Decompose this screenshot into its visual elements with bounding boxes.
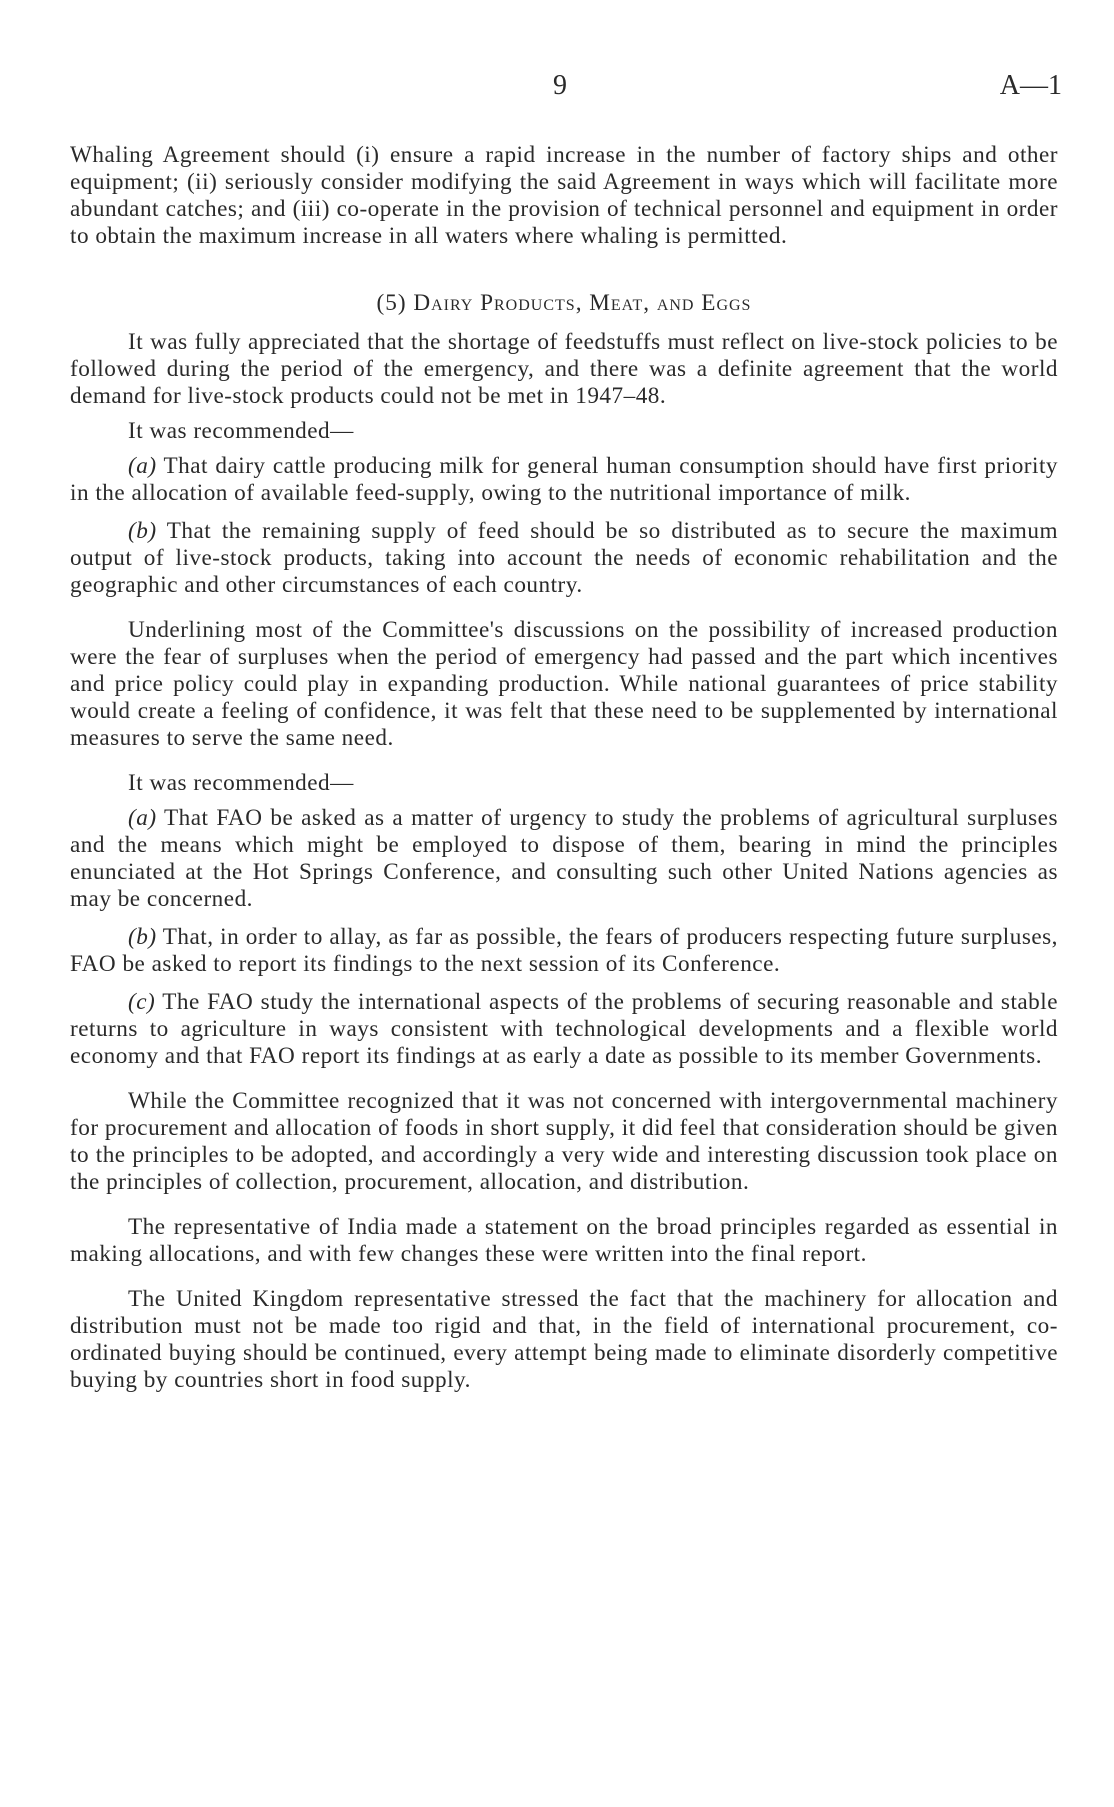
recommended-intro: It was recommended— [128, 770, 354, 796]
paragraph-whaling-continued: Whaling Agreement should (i) ensure a rapid increase in the number of factory ships and other equipment; (ii) seriously consider modifying the said Agreement in ways which will facilitate more abundant catches; and (iii) co-operate in the provision of technical personnel and equipment in order to obtain the maximum increase in all waters where whaling is permitted. [70, 142, 1058, 249]
clause-text: That, in order to allay, as far as possible, the fears of producers respecting future surpluses, FAO be asked to report its findings to the next session of its Conference. [70, 924, 1058, 977]
clause-label: (b) [128, 924, 157, 950]
page-number: 9 [553, 70, 567, 101]
clause-text: The FAO study the international aspects of the problems of securing reasonable and stable returns to agriculture in ways consistent with technological developments and a flexible world economy and that FAO report its findings at as early a date as possible to its member Governments. [70, 989, 1059, 1069]
paragraph-united-kingdom: The United Kingdom representative stressed the fact that the machinery for allocation and distribution must not be made too rigid and that, in the field of international procurement, co-ordinated buying should be continued, every attempt being made to eliminate disorderly competitive buying by countries short in food supply. [70, 1286, 1058, 1393]
paragraph-underlining: Underlining most of the Committee's discussions on the possibility of increased production were the fear of surpluses when the period of emergency had passed and the part which incentives and price policy could play in expanding production. While national guarantees of price stability would create a feeling of confidence, it was felt that these need to be supplemented by international measures to serve the same need. [70, 617, 1058, 751]
recommendation-a [70, 453, 1058, 507]
page-header [0, 70, 1114, 110]
document-body [70, 142, 1058, 1405]
paragraph-india: The representative of India made a statement on the broad principles regarded as essential in making allocations, and with few changes these were written into the final report. [70, 1214, 1058, 1267]
recommendation-b [70, 924, 1058, 978]
recommended-intro: It was recommended— [128, 418, 354, 444]
recommendation-a [70, 805, 1058, 913]
clause-label: (c) [128, 989, 156, 1015]
clause-text: That FAO be asked as a matter of urgency to study the problems of agricultural surpluses and the means which might be employed to dispose of them, bearing in mind the principles enunciated at the Hot Springs Conference, and consulting such other United Nations agencies as may be concerned. [70, 805, 1058, 912]
section-heading: (5) Dairy Products, Meat, and Eggs [376, 290, 752, 316]
clause-label: (a) [128, 805, 157, 831]
document-reference: A—1 [999, 70, 1062, 101]
paragraph-feedstuffs: It was fully appreciated that the shortage of feedstuffs must reflect on live-stock policies to be followed during the period of the emergency, and there was a definite agreement that the world demand for live-stock products could not be met in 1947–48. [70, 329, 1058, 409]
recommendation-c [70, 989, 1058, 1070]
clause-label: (b) [128, 518, 157, 544]
recommendation-b [70, 518, 1058, 599]
clause-text: That the remaining supply of feed should be so distributed as to secure the maximum output of live-stock products, taking into account the needs of economic rehabilitation and the geographic and other circumstances of each country. [70, 518, 1058, 598]
clause-text: That dairy cattle producing milk for general human consumption should have first priority in the allocation of available feed-supply, owing to the nutritional importance of milk. [70, 453, 1058, 506]
paragraph-machinery: While the Committee recognized that it was not concerned with intergovernmental machinery for procurement and allocation of foods in short supply, it did feel that consideration should be given to the principles to be adopted, and accordingly a very wide and interesting discussion took place on the principles of collection, procurement, allocation, and distribution. [70, 1088, 1058, 1195]
clause-label: (a) [128, 453, 157, 479]
